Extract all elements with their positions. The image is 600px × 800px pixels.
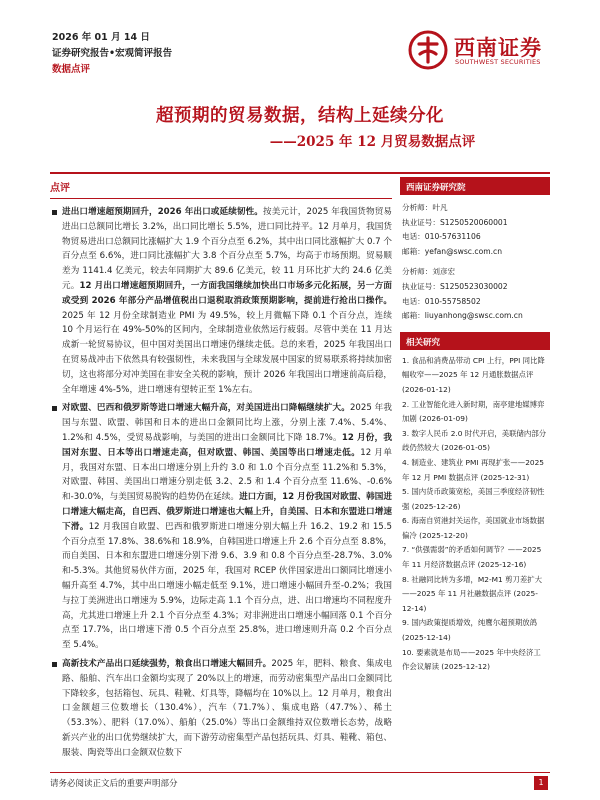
related-research-item[interactable]: 2. 工业智能化进入新时期，南亭建地媒博弈加剧 (2026-01-09) [402, 399, 545, 424]
report-subtitle: ——2025 年 12 月贸易数据点评 [269, 134, 476, 150]
paragraph-lead: 高新技术产品出口延续强势，粮食出口增速大幅回升。 [62, 658, 272, 669]
paragraph-text: 按美元计，2025 年我国货物贸易进出口总额同比增长 3.2%，出口同比增长 5.5%，进口同比持平。12 月单月，我国货物贸易进出口总额同比涨幅扩大 1.9 个百分点至 6.2%，其中出口同比涨幅扩大 0.7 个百分点至 6.6%，进口同比涨幅扩大 3.8 个百分点至 5.7%，均高于市场预期。贸易顺差为 1141.4 亿美元，较去年同期扩大 89.6 亿美元，较 11 月环比扩大约 24.6 亿美元。 [62, 207, 392, 291]
paragraph-text: 2025 年，肥料、粮食、集成电路、船舶、汽车出口金额均实现了 20%以上的增速，而劳动密集型产品出口金额同比下降较多，包括箱包、玩具、鞋靴、灯具等，降幅均在 10%以上。12 月单月，粮食出口金额超三位数增长（130.4%），汽车（71.7%）、集成电路（47.7%）、稀土（53.3%）、肥料（17.0%）、船舶（25.0%）等出口金额维持双位数增长态势，战略新兴产业的出口优势继续扩大，而下游劳动密集型产品包括玩具、灯具、鞋靴、箱包、服装、陶瓷等出口金额双位数下 [62, 658, 392, 758]
report-date: 2026 年 01 月 14 日 [52, 32, 150, 43]
related-research-item[interactable]: 7. “供强需弱”的矛盾如何调节？——2025 年 11 月经济数据点评 (2025-12-16) [402, 545, 542, 570]
commentary-paragraph-3 [50, 657, 392, 761]
related-research-item[interactable]: 4. 制造业、建筑业 PMI 再现扩张——2025 年 12 月 PMI 数据点评 (2025-12-31) [402, 457, 545, 482]
southwest-securities-logo [408, 28, 558, 74]
analyst-cert: 执业证号：S1250523030002 [402, 281, 508, 291]
analyst-phone: 电话：010-55758502 [402, 296, 481, 306]
related-research-item[interactable]: 10. 要素就是布局——2025 年中央经济工作会议解读 (2025-12-12) [402, 647, 541, 672]
commentary-paragraph-2 [50, 401, 392, 653]
paragraph-text: 2025 年 12 月份全球制造业 PMI 为 49.5%，较上月微幅下降 0.1 个百分点，连续 10 个月运行在 49%-50%的区间内，全球制造业依然运行疲弱。尽管中美在 11 月达成新一轮贸易协议，但中国对美国出口增速仍继续走低。总的来看，2025 年我国出口在贸易战冲击下依然具有较强韧性，未来我国与全球发展中国家的贸易联系将持续加密切，这也将部分对冲美国在非安全关税的影响，预计 2026 年我国出口增速前高后稳，全年增速 4%-5%，进口增速有望转正至 1%左右。 [62, 310, 392, 395]
report-category: 数据点评 [52, 64, 91, 75]
report-header-info [52, 30, 172, 78]
section-title: 点评 [50, 176, 392, 199]
analyst-cert: 执业证号：S1250520060001 [402, 217, 508, 227]
paragraph-highlight: 12 月份，我国对东盟、日本等出口增速走高，但对欧盟、韩国、美国等出口增速走低。 [62, 432, 392, 458]
related-research-item[interactable]: 5. 国内货币政策宽松，美国三季度经济韧性强 (2025-12-26) [402, 487, 545, 511]
sidebar [400, 177, 550, 675]
analyst-email[interactable]: 邮箱：yefan@swsc.com.cn [402, 246, 503, 256]
main-column [50, 176, 392, 764]
logo-mark-icon [408, 30, 448, 70]
paragraph-lead: 进出口增速超预期回升，2026 年出口或延续韧性。 [62, 207, 263, 217]
related-research-list [400, 350, 550, 675]
related-research-item[interactable]: 3. 数字人民币 2.0 时代开启，美联储内部分歧仍然较大 (2026-01-05) [402, 428, 547, 453]
paragraph-text: 12 月单月，我国对东盟、日本出口增速分别上升约 3.0 和 1.0 个百分点至 11.2%和 5.3%，对欧盟、韩国、美国出口增速分别走低 3.2、2.5 和 1.4 个百分点至 11.6%、-0.6%和-30.0%，与美国贸易脱钩的趋势仍在延续。 [62, 447, 392, 503]
header-divider [50, 172, 550, 174]
analyst-info [400, 195, 550, 328]
related-research-header: 相关研究 [400, 332, 550, 350]
report-title: 超预期的贸易数据，结构上延续分化 [156, 106, 444, 126]
related-research-item[interactable]: 9. 国内政策提质增效，纯鹰尔超预期放鸽 (2025-12-14) [402, 618, 538, 643]
institute-header: 西南证券研究院 [400, 177, 550, 195]
paragraph-text: 12 月我国自欧盟、巴西和俄罗斯进口增速分别大幅上升 16.2、19.2 和 15.5 个百分点至 17.8%、38.6%和 18.9%，自韩国进口增速上升 2.6 个百分点至 8.8%，而自美国、日本和东盟进口增速分别下滑 9.6、3.9 和 0.8 个百分点至-28.7%、3.0%和-5.3%。其他贸易伙伴方面，2025 年，我国对 RCEP 伙伴国家进出口额同比增速小幅升高至 4.7%，其中出口增速小幅走低至 9.1%，进口增速小幅回升至-0.2%；我国与拉丁美洲进出口增速为 5.9%，边际走高 1.1 个百分点，进、出口增速均不同程度升高，尤其进口增速上升 2.1 个百分点至 4.3%；对非洲进出口增速小幅回落 0.1 个百分点至 17.7%，出口增速下滑 0.5 个百分点至 25.8%，进口增速则升高 0.2 个百分点至 5.4%。 [62, 521, 392, 651]
analyst-name: 分析师：刘彦宏 [402, 267, 456, 277]
paragraph-lead: 对欧盟、巴西和俄罗斯等进口增速大幅升高，对美国进出口降幅继续扩大。 [62, 403, 350, 414]
analyst-name: 分析师：叶凡 [402, 203, 448, 212]
related-research-item[interactable]: 6. 海南自贸港封关运作，美国就业市场数据偏冷 (2025-12-20) [402, 516, 545, 540]
related-research-item[interactable]: 1. 食品和消费品带动 CPI 上行，PPI 同比降幅收窄——2025 年 12 月通胀数据点评 (2026-01-12) [402, 355, 545, 394]
page-number: 1 [534, 776, 548, 790]
footer-disclaimer: 请务必阅读正文后的重要声明部分 [50, 779, 178, 789]
logo-name-en: SOUTHWEST SECURITIES [455, 58, 541, 66]
footer-divider [50, 772, 550, 773]
analyst-phone: 电话：010-57631106 [402, 232, 481, 242]
related-research-item[interactable]: 8. 社融同比转为多增，M2-M1 剪刀差扩大——2025 年 11 月社融数据点评 (2025-12-14) [402, 574, 543, 613]
commentary-paragraph-1 [50, 205, 392, 397]
paragraph-highlight: 进口方面，12 月份我国对欧盟、韩国进口增速大幅走高，自巴西、俄罗斯进口增速也大幅上升，自美国、日本和东盟进口增速下滑。 [62, 492, 393, 532]
logo-name-cn: 西南证券 [454, 35, 542, 60]
report-series: 证券研究报告•宏观简评报告 [52, 48, 173, 59]
paragraph-text: 2025 年我国与东盟、欧盟、韩国和日本的进出口金额同比均上涨，分别上涨 7.4%、5.4%、1.2%和 4.5%，受贸易战影响，与美国的进出口金额同比下降 18.7%。 [62, 403, 392, 443]
paragraph-highlight: 12 月出口增速超预期回升，一方面我国继续加快出口市场多元化拓展，另一方面或受到 2026 年部分产品增值税出口退税取消政策预期影响，提前进行抢出口操作。 [62, 280, 392, 306]
analyst-email[interactable]: 邮箱：liuyanhong@swsc.com.cn [402, 311, 523, 321]
